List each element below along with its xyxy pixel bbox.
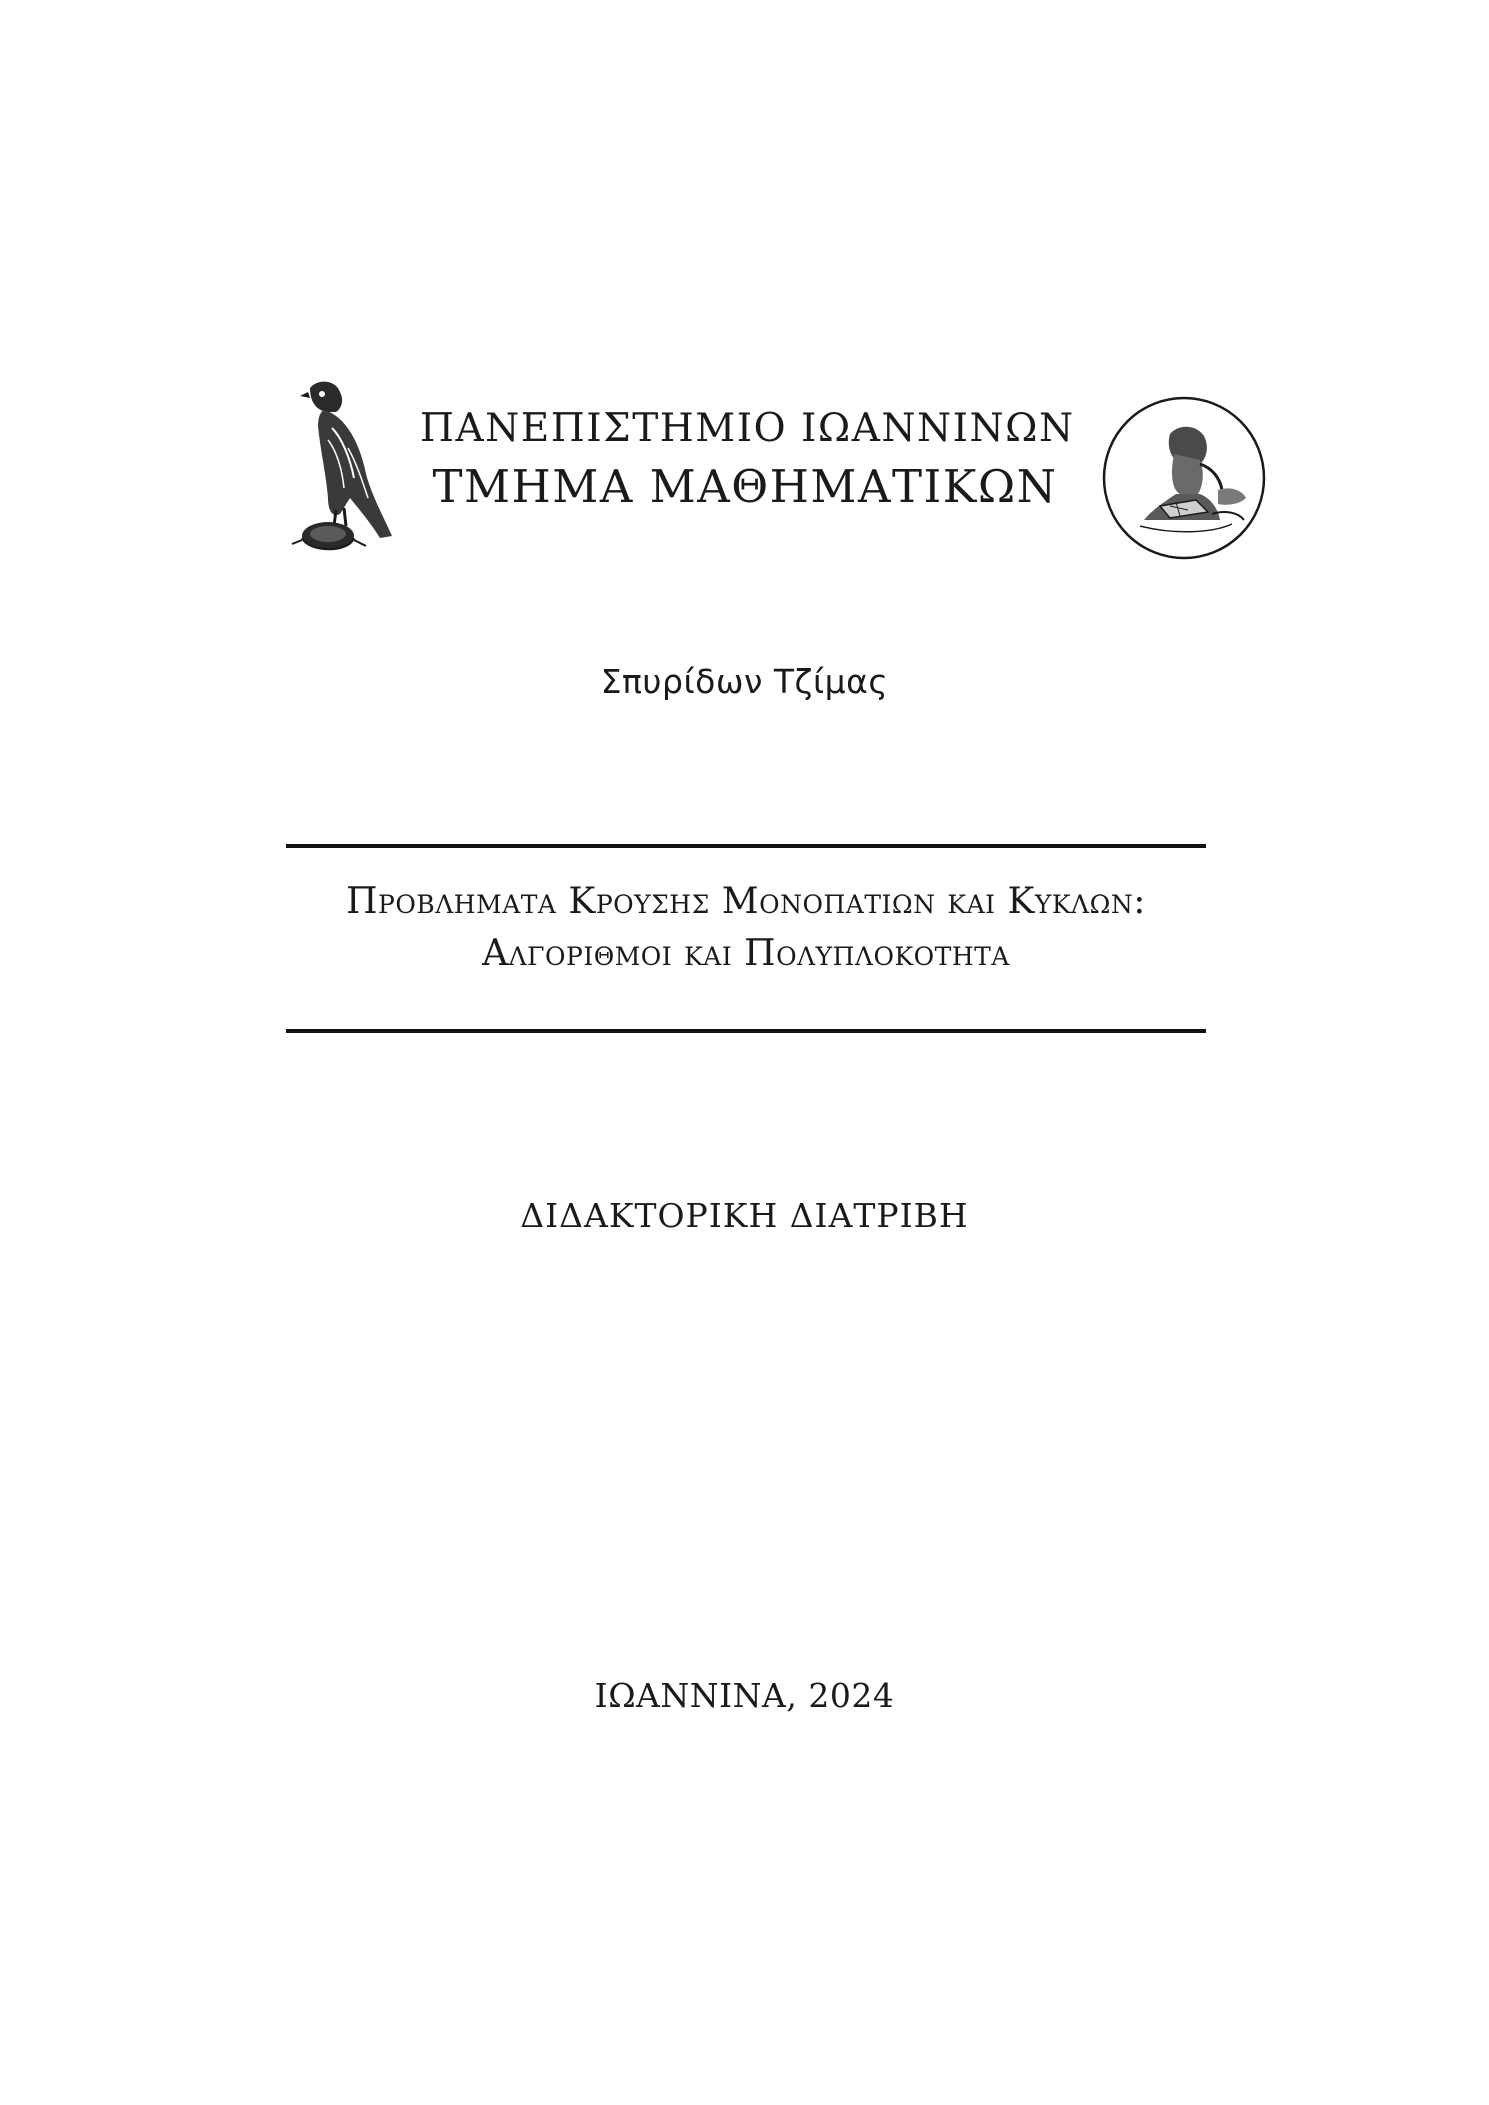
author-name: Σπυρίδων Τζίμας — [600, 662, 889, 701]
thesis-title-line-2: Αλγοριθμοι και Πολυπλοκοτητα — [482, 933, 1010, 974]
department-name: ΤΜΗΜΑ ΜΑΘΗΜΑΤΙΚΩΝ — [432, 460, 1058, 513]
university-name: ΠΑΝΕΠΙΣΤΗΜΙΟ ΙΩΑΝΝΙΝΩΝ — [420, 406, 1075, 451]
owl-emblem-icon — [288, 378, 398, 560]
title-top-rule — [286, 844, 1206, 848]
place-year: ΙΩΑΝΝΙΝΑ, 2024 — [594, 1676, 895, 1715]
thesis-title-line-1: Προβληματα Κρουσης Μονοπατιων και Κυκλων: — [346, 881, 1146, 922]
archimedes-seal-icon — [1100, 394, 1268, 562]
title-bottom-rule — [286, 1029, 1206, 1033]
degree-label: ΔΙΔΑΚΤΟΡΙΚΗ ΔΙΑΤΡΙΒΗ — [520, 1196, 969, 1235]
